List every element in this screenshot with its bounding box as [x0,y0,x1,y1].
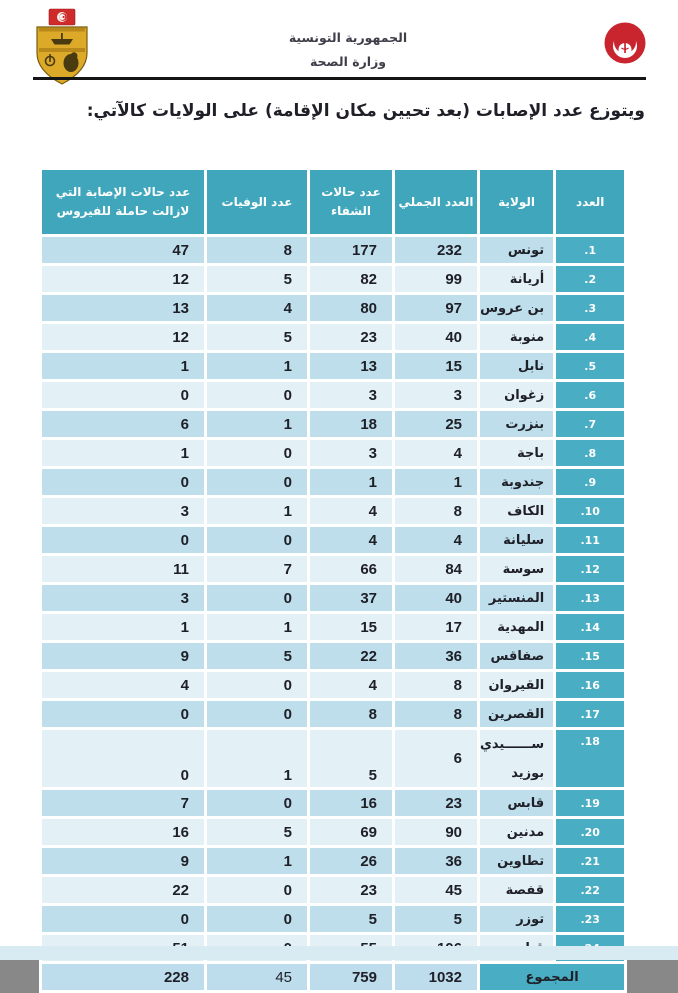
recovered-cell: 5 [309,905,394,934]
table-row [41,642,626,671]
governorate-cell: قفصة [479,876,555,905]
tunisia-coat-of-arms-icon [33,8,91,86]
recovered-cell: 69 [309,818,394,847]
total-cell: 45 [394,876,479,905]
bottom-page-edge [0,946,678,960]
total-cell: 8 [394,497,479,526]
row-index-cell: 3. [555,294,626,323]
row-index-cell: 17. [555,700,626,729]
letterhead-text [238,30,458,69]
governorate-cell: زغوان [479,381,555,410]
table-row [41,905,626,934]
governorate-cell: بن عروس [479,294,555,323]
deaths-cell: 7 [206,555,309,584]
active-cell: 13 [41,294,206,323]
governorate-cell: نابل [479,352,555,381]
row-index-cell: 18. [555,729,626,789]
active-cell: 0 [41,468,206,497]
row-index-cell: 16. [555,671,626,700]
table-header-row [41,169,626,236]
recovered-cell: 4 [309,671,394,700]
active-cell: 0 [41,700,206,729]
governorate-cell: صفاقس [479,642,555,671]
deaths-cell: 1 [206,729,309,789]
letterhead-divider [33,77,646,80]
deaths-cell: 0 [206,584,309,613]
recovered-cell: 3 [309,439,394,468]
table-row [41,526,626,555]
total-cell: 36 [394,847,479,876]
active-cell: 1 [41,613,206,642]
total-cell: 1 [394,468,479,497]
total-cell: 3 [394,381,479,410]
total-cell: 84 [394,555,479,584]
total-cell: 4 [394,526,479,555]
deaths-cell: 1 [206,497,309,526]
active-cell: 22 [41,876,206,905]
recovered-cell: 16 [309,789,394,818]
deaths-cell: 1 [206,847,309,876]
active-sum: 228 [41,963,206,992]
recovered-cell: 1 [309,468,394,497]
row-index-cell: 10. [555,497,626,526]
total-cases-sum: 1032 [394,963,479,992]
total-row [41,963,626,992]
table-row [41,671,626,700]
total-cell: 97 [394,294,479,323]
table-row [41,497,626,526]
recovered-cell: 23 [309,323,394,352]
active-cell: 3 [41,497,206,526]
table-row [41,613,626,642]
col-header-recovered: عدد حالات الشفاء [309,169,394,236]
total-cell: 232 [394,236,479,265]
governorate-cell: سليانة [479,526,555,555]
deaths-cell: 0 [206,671,309,700]
deaths-cell: 1 [206,613,309,642]
active-cell: 6 [41,410,206,439]
recovered-cell: 177 [309,236,394,265]
governorate-cell: سوسة [479,555,555,584]
total-cell: 36 [394,642,479,671]
total-cell: 25 [394,410,479,439]
recovered-cell: 82 [309,265,394,294]
active-cell: 0 [41,526,206,555]
table-row [41,439,626,468]
deaths-cell: 0 [206,700,309,729]
row-index-cell: 13. [555,584,626,613]
table-row [41,818,626,847]
recovered-cell: 8 [309,700,394,729]
row-index-cell: 2. [555,265,626,294]
active-cell: 11 [41,555,206,584]
ministry-of-health-logo-icon [603,21,647,65]
governorate-cell: باجة [479,439,555,468]
total-cell: 6 [394,729,479,789]
total-cell: 90 [394,818,479,847]
table-row [41,352,626,381]
table-row [41,468,626,497]
total-cell: 8 [394,671,479,700]
active-cell: 1 [41,352,206,381]
deaths-cell: 8 [206,236,309,265]
table-row [41,381,626,410]
table-row [41,555,626,584]
total-cell: 40 [394,584,479,613]
governorate-cell: بنزرت [479,410,555,439]
governorate-cell: تطاوين [479,847,555,876]
row-index-cell: 1. [555,236,626,265]
row-index-cell: 6. [555,381,626,410]
total-cell: 15 [394,352,479,381]
row-index-cell: 23. [555,905,626,934]
total-cell: 40 [394,323,479,352]
intro-text: ويتوزع عدد الإصابات (بعد تحيين مكان الإقامة) على الولايات كالآتي: [86,101,645,121]
governorate-cell: القيروان [479,671,555,700]
deaths-cell: 5 [206,323,309,352]
recovered-cell: 80 [309,294,394,323]
recovered-cell: 18 [309,410,394,439]
table-row [41,410,626,439]
deaths-cell: 1 [206,410,309,439]
active-cell: 47 [41,236,206,265]
row-index-cell: 5. [555,352,626,381]
deaths-cell: 0 [206,381,309,410]
col-header-active: عدد حالات الإصابة التي لازالت حاملة للفيروس [41,169,206,236]
recovered-cell: 26 [309,847,394,876]
deaths-cell: 0 [206,526,309,555]
deaths-cell: 5 [206,265,309,294]
table-row [41,847,626,876]
ministry-title: وزارة الصحة [309,54,387,69]
row-index-cell: 9. [555,468,626,497]
deaths-cell: 0 [206,876,309,905]
total-cell: 17 [394,613,479,642]
table-row [41,876,626,905]
recovered-cell: 66 [309,555,394,584]
table-row [41,789,626,818]
table-row [41,700,626,729]
active-cell: 4 [41,671,206,700]
governorate-cell: الكاف [479,497,555,526]
governorate-cell: المنستير [479,584,555,613]
total-cell: 8 [394,700,479,729]
recovered-cell: 23 [309,876,394,905]
cases-by-governorate-table [39,167,627,993]
col-header-index: العدد [555,169,626,236]
row-index-cell: 4. [555,323,626,352]
row-index-cell: 15. [555,642,626,671]
row-index-cell: 8. [555,439,626,468]
active-cell: 12 [41,265,206,294]
active-cell: 16 [41,818,206,847]
total-cell: 5 [394,905,479,934]
total-cell: 99 [394,265,479,294]
row-index-cell: 19. [555,789,626,818]
governorate-cell: المهدية [479,613,555,642]
total-cell: 23 [394,789,479,818]
deaths-cell: 4 [206,294,309,323]
deaths-cell: 0 [206,789,309,818]
table-row [41,323,626,352]
deaths-cell: 0 [206,905,309,934]
active-cell: 12 [41,323,206,352]
active-cell: 1 [41,439,206,468]
recovered-cell: 4 [309,497,394,526]
recovered-cell: 22 [309,642,394,671]
recovered-cell: 15 [309,613,394,642]
row-index-cell: 11. [555,526,626,555]
recovered-cell: 4 [309,526,394,555]
col-header-deaths: عدد الوفيات [206,169,309,236]
deaths-cell: 1 [206,352,309,381]
republic-title: الجمهورية التونسية [288,30,408,45]
recovered-cell: 3 [309,381,394,410]
recovered-cell: 37 [309,584,394,613]
deaths-cell: 5 [206,818,309,847]
table-row [41,236,626,265]
total-label-cell: المجموع [479,963,626,992]
deaths-cell: 0 [206,468,309,497]
table-row [41,265,626,294]
table-row [41,729,626,789]
governorate-cell: جندوبة [479,468,555,497]
row-index-cell: 21. [555,847,626,876]
table-row [41,584,626,613]
deaths-sum: 45 [206,963,309,992]
governorate-cell: قابس [479,789,555,818]
recovered-sum: 759 [309,963,394,992]
governorate-cell: تونس [479,236,555,265]
active-cell: 0 [41,729,206,789]
active-cell: 7 [41,789,206,818]
governorate-cell: منوبة [479,323,555,352]
col-header-total: العدد الجملي [394,169,479,236]
row-index-cell: 12. [555,555,626,584]
active-cell: 0 [41,905,206,934]
governorate-cell: توزر [479,905,555,934]
active-cell: 3 [41,584,206,613]
total-cell: 4 [394,439,479,468]
governorate-cell: القصرين [479,700,555,729]
col-header-governorate: الولاية [479,169,555,236]
governorate-cell: ســــــيدي بوزيد [479,729,555,789]
active-cell: 9 [41,642,206,671]
governorate-cell: أريانة [479,265,555,294]
active-cell: 0 [41,381,206,410]
table-body [41,236,626,963]
active-cell: 9 [41,847,206,876]
row-index-cell: 20. [555,818,626,847]
deaths-cell: 5 [206,642,309,671]
recovered-cell: 13 [309,352,394,381]
row-index-cell: 7. [555,410,626,439]
row-index-cell: 22. [555,876,626,905]
recovered-cell: 5 [309,729,394,789]
governorate-cell: مدنين [479,818,555,847]
table-row [41,294,626,323]
row-index-cell: 14. [555,613,626,642]
deaths-cell: 0 [206,439,309,468]
